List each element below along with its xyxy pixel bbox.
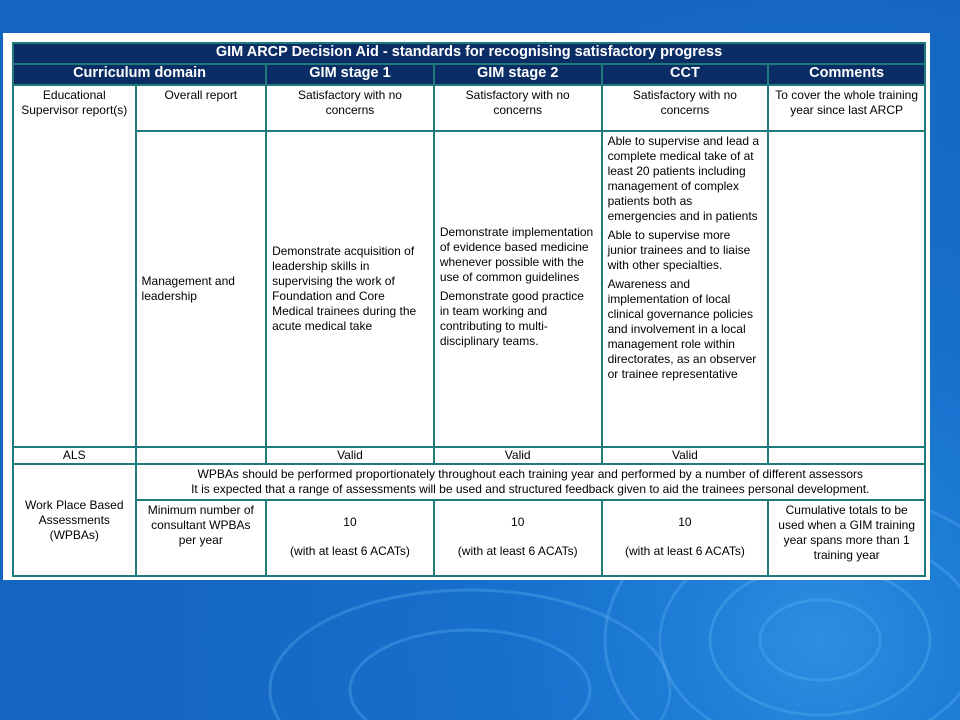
wpba-note-line-2: It is expected that a range of assessments will be used and structured feedback given to aid the trainees personal development.	[191, 482, 870, 496]
wpba-cct	[602, 500, 769, 576]
wpba-cct-count: 10	[678, 515, 692, 529]
wpba-min-label: Minimum number of consultant WPBAs per year	[136, 500, 267, 576]
table-row	[13, 447, 925, 464]
subdomain-overall-report: Overall report	[136, 85, 267, 131]
wpba-stage2	[434, 500, 602, 576]
wpba-stage2-count: 10	[511, 515, 525, 529]
table-title: GIM ARCP Decision Aid - standards for recognising satisfactory progress	[13, 43, 925, 64]
overall-stage1: Satisfactory with no concerns	[266, 85, 434, 131]
header-curriculum-domain: Curriculum domain	[13, 64, 266, 85]
als-stage2: Valid	[434, 447, 602, 464]
overall-comments: To cover the whole training year since last ARCP	[768, 85, 925, 131]
table-row	[13, 500, 925, 576]
als-cct: Valid	[602, 447, 769, 464]
management-comments	[768, 131, 925, 447]
wpba-note	[136, 464, 925, 500]
wpba-stage1-note: (with at least 6 ACATs)	[290, 544, 410, 558]
management-stage2-para-1: Demonstrate implementation of evidence based medicine whenever possible with the use of common guidelines	[439, 225, 594, 284]
wpba-comments: Cumulative totals to be used when a GIM training year spans more than 1 training year	[768, 500, 925, 576]
decision-aid-table	[12, 42, 926, 577]
header-comments: Comments	[768, 64, 925, 85]
management-cct-para-3: Awareness and implementation of local clinical governance policies and involvement in a local management role within directorates, as an observer or trainee representative	[607, 277, 757, 381]
wpba-stage1-count: 10	[343, 515, 357, 529]
table-row	[13, 85, 925, 131]
table-row	[13, 464, 925, 500]
als-blank	[136, 447, 267, 464]
header-cct: CCT	[602, 64, 769, 85]
subdomain-management-leadership: Management and leadership	[136, 131, 267, 447]
domain-wpba: Work Place Based Assessments (WPBAs)	[13, 464, 136, 576]
overall-cct: Satisfactory with no concerns	[602, 85, 769, 131]
management-stage2-para-2: Demonstrate good practice in team working and contributing to multi-disciplinary teams.	[439, 289, 584, 348]
management-cct-para-2: Able to supervise more junior trainees and to liaise with other specialties.	[607, 228, 751, 272]
management-stage1: Demonstrate acquisition of leadership skills in supervising the work of Foundation and Core Medical trainees during the acute medical take	[266, 131, 434, 447]
wpba-note-line-1: WPBAs should be performed proportionately throughout each training year and performed by a number of different assessors	[197, 467, 863, 481]
domain-es-report: Educational Supervisor report(s)	[13, 85, 136, 447]
management-stage2	[434, 131, 602, 447]
wpba-cct-note: (with at least 6 ACATs)	[625, 544, 745, 558]
als-stage1: Valid	[266, 447, 434, 464]
als-comments	[768, 447, 925, 464]
table-row	[13, 131, 925, 447]
header-gim-stage-2: GIM stage 2	[434, 64, 602, 85]
overall-stage2: Satisfactory with no concerns	[434, 85, 602, 131]
management-cct	[602, 131, 769, 447]
header-gim-stage-1: GIM stage 1	[266, 64, 434, 85]
wpba-stage2-note: (with at least 6 ACATs)	[457, 544, 578, 558]
domain-als: ALS	[13, 447, 136, 464]
management-cct-para-1: Able to supervise and lead a complete medical take of at least 20 patients including management of complex patients both as emergencies and in patients	[607, 134, 759, 223]
wpba-stage1	[266, 500, 434, 576]
slide-panel	[3, 33, 930, 580]
